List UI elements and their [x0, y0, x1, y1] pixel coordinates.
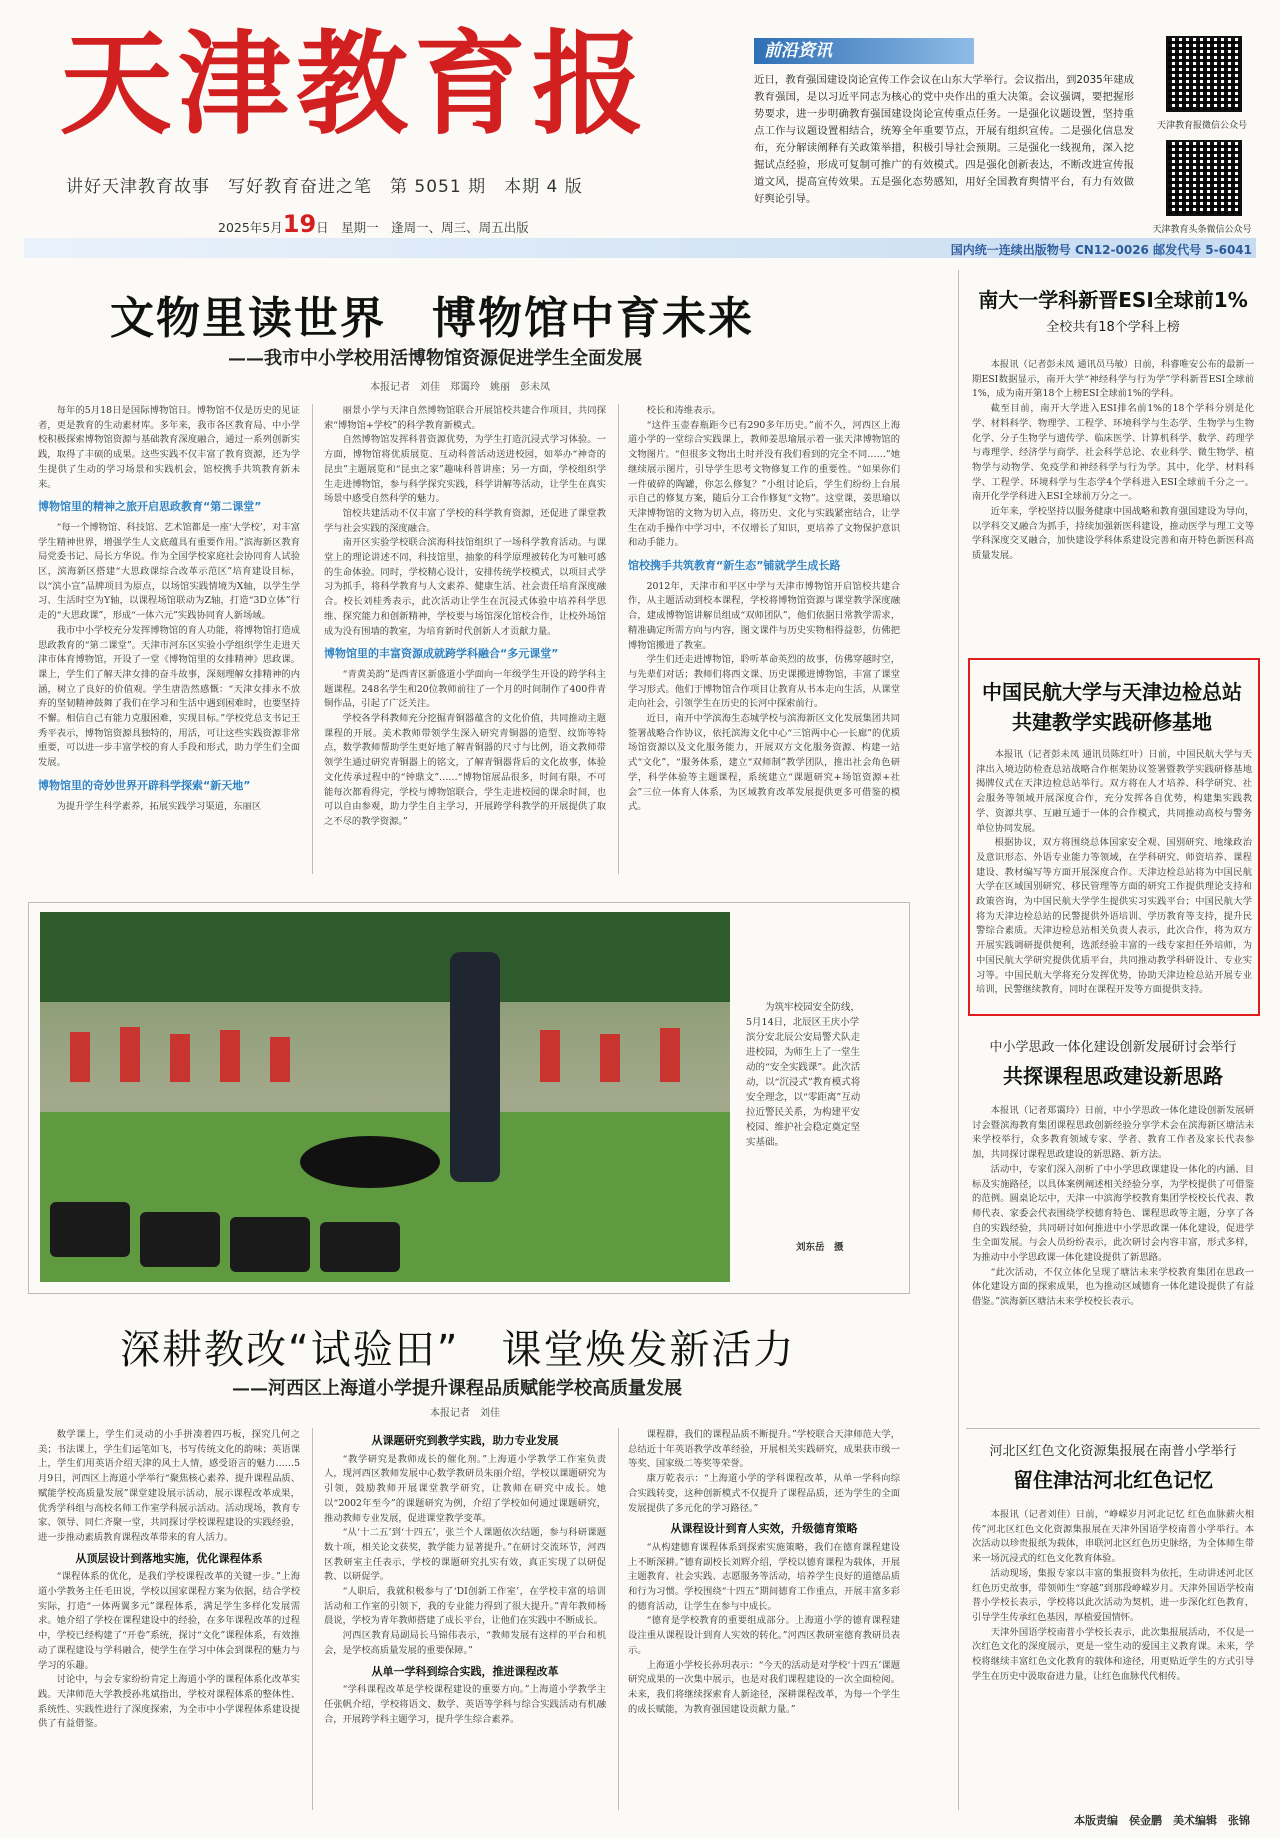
paragraph: 本报讯（记者彭未凤 通讯员马敏）日前，科睿唯安公布的最新一期ESI数据显示，南开大学“神经科学与行为学”学科新晋ESI全球前1%，成为南开第18个上榜ESI全球前1%的学科。	[972, 359, 1254, 400]
crowd-band	[40, 1002, 730, 1112]
lead-byline: 本报记者 刘佳 郑霭玲 姚丽 彭未凤	[370, 382, 550, 393]
photo-credit: 刘东岳 摄	[796, 1242, 844, 1253]
ideology-article-body	[972, 1104, 1254, 1422]
lead-column-3	[628, 404, 900, 874]
paragraph: 根据协议，双方将围绕总体国家安全观、国别研究、地缘政治及意识形态、外语专业能力等领域，在学科研究、师资培养、课程建设、教材编写等方面开展深度合作。天津边检总站将为中国民航大学在区域国别研究、移民管理等方面的研究工作提供理论支持和政策咨询，为中国民航大学学生提供实习实践平台；中国民航大学将为天津边检总站的民警提供外语培训、学历教育等支持，提升民警综合素质。天津边检总站相关负责人表示，此次合作，将为双方开展实践调研提供便利，选派经验丰富的一线专家担任外培师，为中国民航大学研究提供优质平台，共同推动教学科研设计、专业实习等。中国民航大学将充分发挥优势，协助天津边检总站开展专业培训，民警继续教育，同时在课程开发等方面提供支持。	[976, 837, 1252, 996]
paragraph: 近年来，学校坚持以服务健康中国战略和教育强国建设为导向，以学科交叉融合为抓手，持续加强新医科建设，推动医学与理工文等学科深度交叉融合，加快建设学科体系建设完善和南开特色新医科高质量发展。	[972, 506, 1254, 562]
paragraph: “德育是学校教育的重要组成部分。上海道小学的德育课程建设注重从课程设计到育人实效的转化。”河西区教研室德育教研员表示。	[628, 1615, 900, 1656]
section-heading: 从单一学科到综合实践，推进课程改革	[371, 1664, 559, 1678]
section-heading: 从课程设计到育人实效，升级德育策略	[670, 1522, 858, 1536]
article-divider	[966, 1428, 1260, 1429]
paragraph: 丽景小学与天津自然博物馆联合开展馆校共建合作项目，共同探索“博物馆+学校”的科学教育新模式。	[324, 405, 606, 431]
paragraph: 本报讯（记者郑霭玲）日前，中小学思政一体化建设创新发展研讨会暨滨海教育集团课程思政创新经验分享学术会在滨海新区塘沽未来学校举行，众多教育领域专家、学者、教育工作者及家长代表参加，共同探讨课程思政建设的新思路、新方法。	[972, 1105, 1254, 1161]
trees	[40, 912, 730, 1002]
newspaper-title: 天津教育报	[60, 19, 650, 150]
second-subhead: ——河西区上海道小学提升课程品质赋能学校高质量发展	[232, 1378, 682, 1399]
red-culture-kicker: 河北区红色文化资源集报展在南普小学举行	[989, 1444, 1237, 1459]
paragraph: 自然博物馆发挥科普资源优势，为学生打造沉浸式学习体验。一方面，博物馆将优质展览、互动科普活动送进校园，如举办“神奇的昆虫”主题展览和“昆虫之家”趣味科普讲座；另一方面，学校组织学生走进博物馆，参与科学探究实践，科学讲解等活动，让学生在真实场景中感受自然科学的魅力。	[324, 434, 606, 505]
date-prefix: 2025年5月	[218, 220, 283, 235]
column-divider	[312, 404, 313, 874]
second-headline: 深耕教改“试验田” 课堂焕发新活力	[120, 1327, 796, 1373]
paragraph: 每年的5月18日是国际博物馆日。博物馆不仅是历史的见证者，更是教育的生动素材库。多年来，我市各区教育局、中小学校积极探索博物馆资源与基础教育深度融合，通过一系列创新实践，取得了丰硕的成果。这些实践不仅丰富了教育资源，还为学生提供了生动的学习场景和实践机会，馆校携手共筑教育新未来。	[38, 405, 300, 490]
second-column-2	[324, 1428, 606, 1810]
paragraph: 学校各学科教师充分挖掘青铜器蕴含的文化价值，共同推动主题课程的开展。美术教师带领学生深入研究青铜器的造型、纹饰等特点，数学教师帮助学生更好地了解青铜器的尺寸与比例，语文教师带领学生通过研究青铜器上的铭文，了解青铜器背后的文化故事，体验文化传承过程中的“钟鼎文”……“博物馆展品很多，时间有限，不可能每次都看得完，学校与博物馆联合，学生走进校园的课余时间，也可以自由参观，助力学生自主学习，开展跨学科教学的开展提供了取之不尽的教学资源。”	[324, 713, 606, 827]
paragraph: 学生们还走进博物馆，聆听革命英烈的故事，仿佛穿越时空，与先辈们对话；教师们将西文课、历史课搬进博物馆，丰富了课堂学习形式。他们于博物馆合作项目让教育从书本走向生活，从课堂走向社会，引领学生在历史的长河中探索前行。	[628, 654, 900, 710]
paragraph: “每一个博物馆、科技馆、艺术馆都是一座‘大学校’，对丰富学生精神世界，增强学生人文底蕴具有重要作用。”滨海新区教育局党委书记、局长方华说。作为全国学校家庭社会协同育人试验区，滨海新区搭建“大思政课综合改革示范区”培育建设目标，以“滨小宣”品牌项目为原点，以场馆实践情境为X轴，以学生学习、生活时空为Y轴，以课程场馆联动为Z轴，打造“3D立体”行走的“大思政课”，形成“一体六元”实践协同育人新场域。	[38, 521, 300, 622]
date-suffix: 日 星期一 逢周一、周三、周五出版	[316, 220, 529, 235]
column-divider	[618, 1428, 619, 1810]
paragraph: “人职后，我就积极参与了‘DI创新工作室’，在学校丰富的培训活动和工作室的引领下，我的专业能力得到了很大提升。”青年教师杨晨说，学校为青年教师搭建了成长平台，让他们在实践中不断成长。	[324, 1586, 606, 1627]
paragraph: 我市中小学校充分发挥博物馆的育人功能，将博物馆打造成思政教育的“第二课堂”。天津市河东区实验小学组织学生走进天津市体育博物馆，开设了一堂《博物馆里的女排精神》思政课。课上，学生们了解天津女排的奋斗故事，深刻理解女排精神的内涵，树立了良好的价值观。学生唐浩然感慨：“天津女排永不放弃的坚韧精神鼓舞了我们在学习和生活中遇到困难时，也要坚持不懈。相信自己有能力克服困难，实现目标。”学校党总支书记王秀平表示，博物馆资源具独特的，用活，可让这些实践资源非常重要，可以进一步丰富学校的育人手段和形式，助力学生们全面发展。	[38, 624, 300, 769]
esi-headline: 南大一学科新晋ESI全球前1%	[978, 288, 1248, 312]
right-rail-divider	[958, 270, 959, 1810]
paragraph: 本报讯（记者彭未凤 通讯员陈红叶）日前，中国民航大学与天津出入境边防检查总站战略合作框架协议签署暨教学实践研修基地揭牌仪式在天津边检总站举行。双方将在人才培养、科学研究、社会服务等领域开展深度合作，充分发挥各自优势，构建集实践教学、资源共享、互融互通于一体的合作模式，共同推动高校与警务单位协同发展。	[976, 749, 1252, 834]
paragraph: “从‘十二五’到‘十四五’，张兰个人课题依次结题，参与科研课题数十项，相关论文获奖，教学能力显著提升。”在研讨交流环节，河西区教研室主任表示，学校的课题研究扎实有效，真正实现了以研促教、以研促学。	[324, 1527, 606, 1583]
paragraph: 为提升学生科学素养，拓展实践学习渠道，东丽区	[56, 800, 262, 812]
police-officer	[450, 952, 500, 1182]
paragraph: 课程群，我们的课程品质不断提升。”学校联合天津师范大学，总结近十年英语教学改革经验，开展相关实践研究，成果获市级一等奖、国家级二等奖等荣誉。	[628, 1429, 900, 1470]
esi-article-body	[972, 358, 1254, 630]
photo-caption: 为筑牢校园安全防线，5月14日，北辰区王庆小学滨分安北辰公安局警犬队走进校园，为师生上了一堂生动的“安全实践课”。此次活动，以“沉浸式”教育模式将安全理念，以“零距离”互动拉近警民关系，为构建平安校园、维护社会稳定奠定坚实基础。	[746, 1002, 861, 1148]
qr-caption-2: 天津教育头条微信公众号	[1152, 225, 1252, 235]
toutiao-qr-code-icon	[1166, 140, 1242, 216]
qr-caption-1: 天津教育报微信公众号	[1156, 121, 1247, 131]
second-byline: 本报记者 刘佳	[430, 1408, 500, 1419]
paragraph: 活动中，专家们深入剖析了中小学思政课建设一体化的内涵、目标及实施路径，以具体案例阐述相关经验分享，为学校提供了可借鉴的范例。圆桌论坛中，天津一中滨海学校教育集团学校校长代表、教师代表、家委会代表围绕学校德育特色、课程思政等主题，分享了各自的实践经验，共同研讨如何推进中小学思政课一体化建设，促进学生全面发展。与会人员纷纷表示，此次研讨会内容丰富，形式多样，为推动中小学思政课一体化建设提供了新思路。	[972, 1163, 1254, 1264]
esi-kicker: 全校共有18个学科上榜	[1046, 320, 1180, 335]
paragraph: “教学研究是教师成长的催化剂。”上海道小学教学工作室负责人，现河西区教师发展中心数学教研员朱丽介绍，学校以课题研究为引领，鼓励教师开展课堂教学研究，让教师在研究中成长。她以“2002年至今”的课题研究为例，介绍了学校如何通过课题研究，推动教师专业发展，促进课堂教学变革。	[324, 1453, 606, 1524]
wechat-qr-code-icon	[1166, 36, 1242, 112]
paragraph: 天津外国语学校南普小学校长表示，此次集报展活动，不仅是一次红色文化的深度展示，更是一堂生动的爱国主义教育课。未来，学校将继续丰富红色文化教育的载体和途径，用更贴近学生的方式引导学生在历史中汲取奋进力量，让红色血脉代代相传。	[972, 1626, 1254, 1682]
paragraph: 本报讯（记者刘佳）日前，“峥嵘岁月河北记忆 红色血脉薪火相传”河北区红色文化资源集报展在天津外国语学校南普小学举行。本次活动以珍贵报纸为载体，串联河北区红色历史脉络，为全体师生带来一场沉浸式的红色文化教育体验。	[972, 1509, 1254, 1565]
red-culture-article-body	[972, 1508, 1254, 1802]
paragraph: 截至目前，南开大学进入ESI排名前1%的18个学科分别是化学、材料科学、物理学、工程学、环境科学与生态学、生物学与生物化学、分子生物学与遗传学、临床医学、计算机科学、数学、药理学与毒理学、经济学与商学、社会科学总论、农业科学、微生物学、植物学与动物学、免疫学和神经科学与行为学。其中，化学、材料科学、工程学、环境科学与生态学4个学科进入ESI全球前千分之一。南开化学学科进入ESI全球前万分之一。	[972, 403, 1254, 503]
police-dog	[300, 1136, 440, 1188]
paragraph: “此次活动，不仅立体化呈现了塘沽未来学校教育集团在思政一体化建设方面的探索成果，也为推动区域德育一体化建设提供了有益借鉴。”滨海新区塘沽未来学校校长表示。	[972, 1266, 1254, 1308]
paragraph: 数学课上，学生们灵动的小手拼凑着四巧板，探究几何之美；书法课上，学生们运笔如飞，书写传统文化的韵味；英语课上，学生们用英语介绍天津的风土人情，感受语言的魅力……5月9日，河西区上海道小学举行“聚焦核心素养、提升课程品质、赋能学校高质量发展”课堂建设展示活动，展示课程改革成果，优秀学科组与高校名师工作室学科展示活动。活动现场，教育专家、领导、同仁齐聚一堂，共同探讨学校课程建设的实践经验，进一步推动素质教育课程改革带来的育人活力。	[38, 1429, 300, 1543]
paragraph: “青黄美韵”是西青区新盛道小学面向一年级学生开设的跨学科主题课程。248名学生和20位教师前往了一个月的时间制作了400件青铜作品，引起了广泛关注。	[324, 668, 606, 710]
police-dog-photo	[40, 912, 730, 1282]
publication-number: 国内统一连续出版物号 CN12-0026 邮发代号 5-6041	[950, 243, 1252, 257]
section-heading: 从顶层设计到落地实施，优化课程体系	[75, 1551, 263, 1565]
frontier-news-label: 前沿资讯	[754, 38, 974, 64]
section-heading: 博物馆里的奇妙世界开辟科学探索“新天地”	[38, 778, 251, 792]
paragraph: 活动现场，集报专家以丰富的集报资料为依托，生动讲述河北区红色历史故事，带领师生“穿越”到那段峥嵘岁月。天津外国语学校南普小学校长表示，学校将以此次活动为契机，进一步深化红色教育，引导学生传承红色基因，厚植爱国情怀。	[972, 1567, 1254, 1623]
paragraph: 校长和涛维表示。	[646, 405, 721, 416]
issue-date	[218, 210, 529, 238]
paragraph: 讨论中，与会专家纷纷肯定上海道小学的课程体系化改革实践。天津师范大学教授孙兆斌指出，学校对课程体系的整体性、系统性、实践性进行了深度探索，为全市中小学课程体系建设提供了有益借鉴。	[38, 1674, 300, 1730]
cauc-headline-1: 中国民航大学与天津边检总站	[982, 680, 1242, 704]
column-divider	[312, 1428, 313, 1810]
second-column-3	[628, 1428, 900, 1810]
paragraph: “课程体系的优化，是我们学校课程改革的关键一步。”上海道小学教务主任毛田说，学校以国家课程方案为依据，结合学校实际，打造“一体两翼多元”课程体系，满足学生多样化发展需求。她介绍了学校在课程建设中的经验，在多年课程改革的过程中，学校已经构建了“开卷”系统，探讨“文化”课程体系，有效推动了课程建设与学科融合，使学生在学习中体会到课程的魅力与学习的乐趣。	[38, 1571, 300, 1671]
lead-column-1	[38, 404, 300, 874]
masthead-slogan: 讲好天津教育故事 写好教育奋进之笔 第 5051 期 本期 4 版	[66, 177, 583, 197]
paragraph: 上海道小学校长孙玥表示：“今天的活动是对学校‘十四五’课题研究成果的一次集中展示，也是对我们课程建设的一次全面检阅。未来，我们将继续探索育人新途径，深耕课程改革，为每一个学生的成长赋能，为教育强国建设贡献力量。”	[628, 1659, 900, 1715]
column-divider	[618, 404, 619, 874]
paragraph: “这件玉壶春瓶距今已有290多年历史。”前不久，河西区上海道小学的一堂综合实践课上，教师姜思瑜展示着一张天津博物馆的文物图片。“但很多文物出土时并没有我们看到的完全不同……”她继续展示图片，引导学生思考文物修复工作的重要性。“如果你们一件破碎的陶罐，你怎么修复？”小组讨论后，学生们纷纷上台展示自己的修复方案，随后分工合作修复“文物”。这堂课，姜思瑜以天津博物馆的文物为切入点，将历史、文化与实践紧密结合，让学生在动手操作中学习中，不仅增长了知识，更培养了文物保护意识和动手能力。	[628, 419, 900, 549]
second-column-1	[38, 1428, 300, 1810]
paragraph: 2012年，天津市和平区中学与天津市博物馆开启馆校共建合作，从主题活动到校本课程，学校将博物馆资源与课堂教学深度融合，建成博物馆讲解员组成“双师团队”，他们依据日常教学需求，精准确定所需方向与内容，图文课件与历史实物相得益彰，仿佛把博物馆搬进了教室。	[628, 580, 900, 651]
section-heading: 从课题研究到教学实践，助力专业发展	[371, 1434, 559, 1447]
ideology-kicker: 中小学思政一体化建设创新发展研讨会举行	[989, 1040, 1237, 1055]
paragraph: “学科课程改革是学校课程建设的重要方向。”上海道小学教学主任张帆介绍，学校将语文、数学、英语等学科与综合实践活动有机融合，开展跨学科主题学习，提升学生综合素养。	[324, 1684, 606, 1725]
ideology-headline: 共探课程思政建设新思路	[1003, 1064, 1223, 1088]
paragraph: 近日，南开中学滨海生态城学校与滨海新区文化发展集团共同签署战略合作协议，依托滨海文化中心“三馆两中心一长廊”的优质场馆资源以及文化服务能力，开展双方文化服务资源、构建一站式“文化”，“服务体系，建立“双师制”教学团队，推出社会角色研学，科学体验等主题课程，系统建立“课题研究+场馆资源+社会”三位一体育人体系，为区域教育改革发展提供更多可借鉴的模式。	[628, 713, 900, 813]
section-heading: 博物馆里的丰富资源成就跨学科融合“多元课堂”	[324, 647, 559, 661]
page-editors: 本版责编 侯金鹏 美术编辑 张锦	[1074, 1814, 1250, 1827]
section-heading: 博物馆里的精神之旅开启思政教育“第二课堂”	[38, 500, 262, 514]
paragraph: 馆校共建活动不仅丰富了学校的科学教育资源，还促进了课堂教学与社会实践的深度融合。	[324, 507, 606, 534]
photo-illustration	[40, 912, 730, 1282]
red-culture-headline: 留住津沽河北红色记忆	[1013, 1468, 1213, 1492]
date-day: 19	[282, 210, 317, 238]
cauc-article-body	[976, 748, 1252, 1006]
paragraph: 南开区实验学校联合滨海科技馆组织了一场科学教育活动。与课堂上的理论讲述不同，科技馆里，抽象的科学原理被转化为可触可感的生命体验。同时，学校精心设计，安排传统学校模式，以项目式学习为抓手，将科学教育与人文素养、健康生活、社会责任培育深度融合。校长刘桂秀表示，此次活动让学生在沉浸式体验中培养科学思维、探究能力和创新精神，学校要与场馆深化馆校合作，让校外场馆成为没有围墙的教室，为培育新时代创新人才贡献力量。	[324, 537, 606, 637]
lead-column-2	[324, 404, 606, 874]
paragraph: 康万乾表示：“上海道小学的学科课程改革，从单一学科向综合实践转变，这种创新模式不仅提升了课程品质，还为学生的全面发展提供了多元化的学习路径。”	[628, 1473, 900, 1514]
frontier-news-text: 近日，教育强国建设岗论宣传工作会议在山东大学举行。会议指出，到2035年建成教育强国，是以习近平同志为核心的党中央作出的重大决策。会议强调，要把握形势要求，进一步明确教育强国建设岗论宣传重点任务。一是强化议题设置，坚持重点工作与议题设置相结合，统筹全年重要节点，开展有组织宣传。二是强化信息发布，充分解读阐释有关政策举措，积极引导社会预期。三是强化一线视角，深入挖掘试点经验，形成可复制可推广的有效模式。四是强化创新表达，不断改进宣传报道文风，提高宣传效果。五是强化态势感知，用好全国教育舆情平台，有力有效做好舆论引导。	[754, 74, 1134, 205]
section-heading: 馆校携手共筑教育“新生态”铺就学生成长路	[628, 559, 841, 573]
lead-headline: 文物里读世界 博物馆中育未来	[110, 293, 754, 344]
cauc-headline-2: 共建教学实践研修基地	[1012, 710, 1212, 734]
lead-subhead: ——我市中小学校用活博物馆资源促进学生全面发展	[228, 348, 642, 369]
paragraph: “从构建德育课程体系到探索实施策略，我们在德育课程建设上不断深耕。”德育副校长刘辉介绍，学校以德育课程为载体，开展主题教育、社会实践、志愿服务等活动，培养学生良好的道德品质和行为习惯。学校围绕“十四五”期间德育工作重点，开展丰富多彩的德育活动，让学生在参与中成长。	[628, 1541, 900, 1612]
paragraph: 河西区教育局副局长马锦伟表示，“教师发展有这样的平台和机会，是学校高质量发展的重要保障。”	[324, 1630, 606, 1656]
